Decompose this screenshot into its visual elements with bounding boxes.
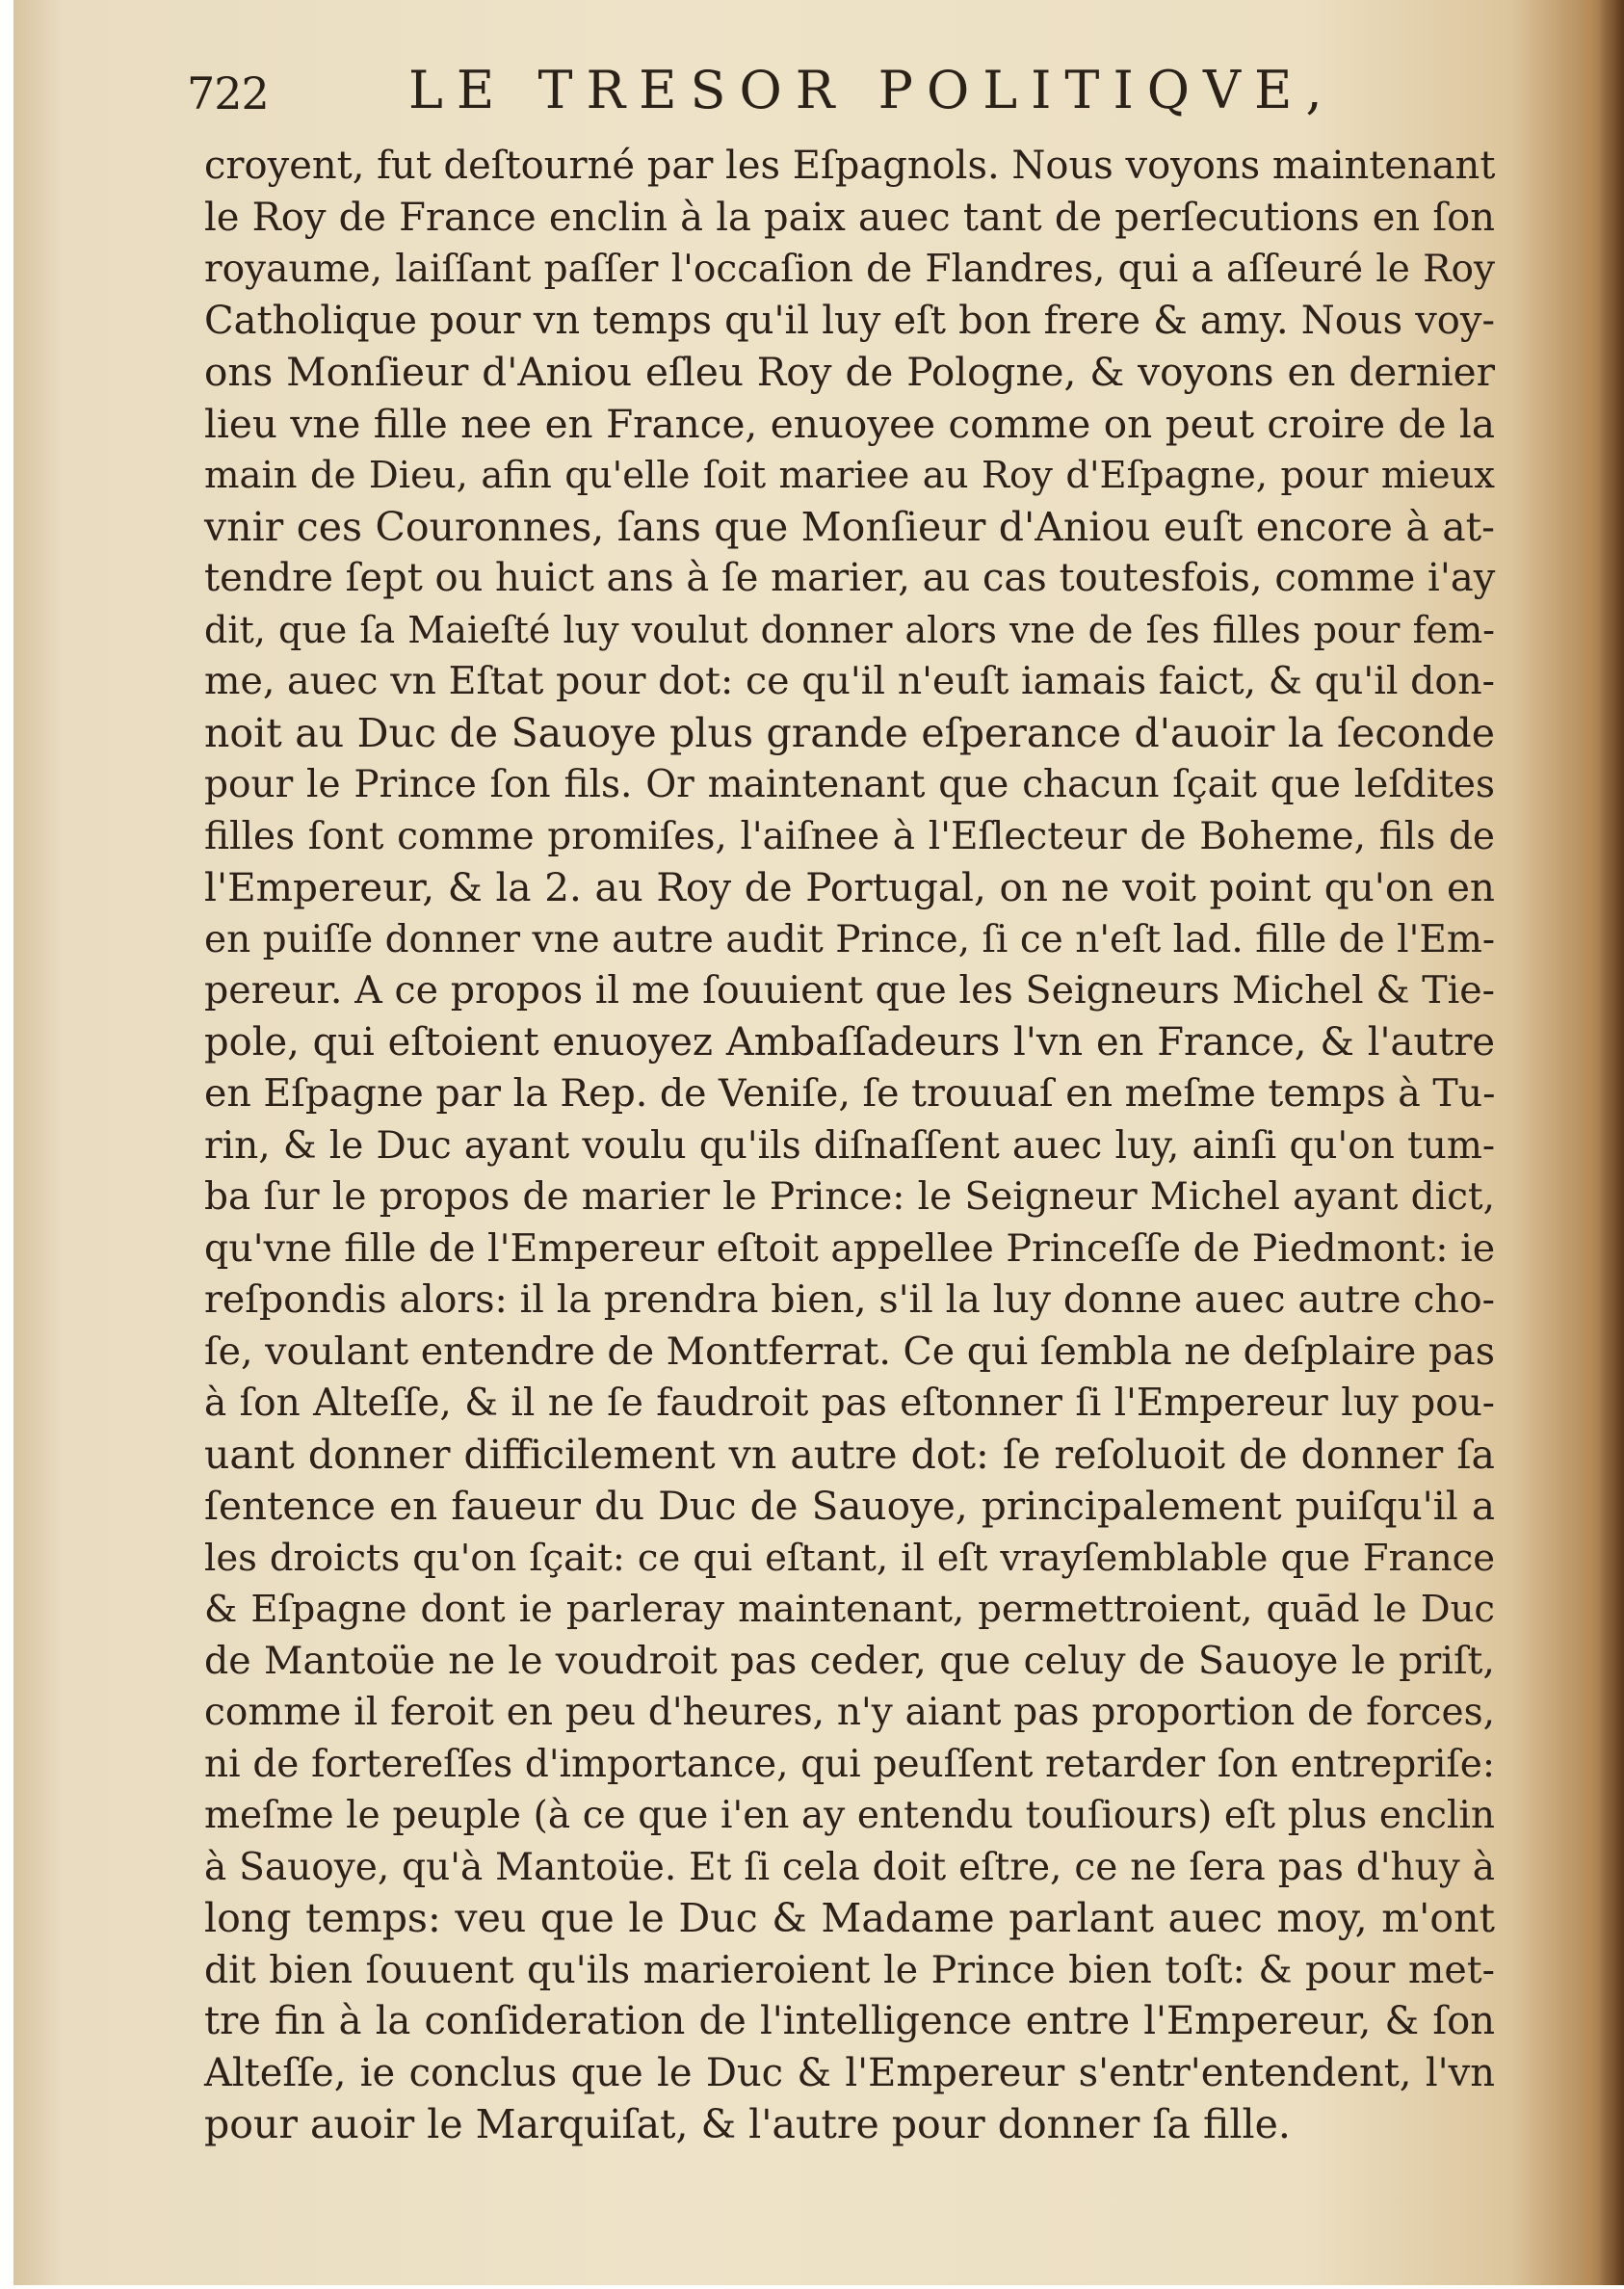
text-line: lieu vne fille nee en France, enuoyee comme on peut croire de la bbox=[204, 400, 1495, 447]
book-page bbox=[13, 0, 1624, 2285]
text-line: à ſon Alteſſe, & il ne ſe faudroit pas eſtonner ſi l'Empereur luy pou- bbox=[204, 1381, 1495, 1425]
text-line: ba ſur le propos de marier le Prince: le Seigneur Michel ayant dict, bbox=[204, 1175, 1495, 1219]
text-line: reſpondis alors: il la prendra bien, s'il la luy donne auec autre cho- bbox=[204, 1277, 1495, 1322]
text-line: comme il feroit en peu d'heures, n'y aiant pas proportion de forces, bbox=[204, 1691, 1495, 1734]
text-line: rin, & le Duc ayant voulu qu'ils diſnaſſent auec luy, ainſi qu'on tum- bbox=[204, 1123, 1495, 1168]
text-line: le Roy de France enclin à la paix auec tant de perſecutions en ſon bbox=[204, 195, 1495, 240]
text-line: qu'vne fille de l'Empereur eſtoit appellee Princeſſe de Piedmont: ie bbox=[204, 1225, 1496, 1271]
text-line: dit, que ſa Maieſté luy voulut donner alors vne de ſes filles pour fem- bbox=[204, 608, 1495, 651]
text-line: vnir ces Couronnes, ſans que Monſieur d'Aniou euſt encore à at- bbox=[204, 503, 1495, 550]
text-line: meſme le peuple (à ce que i'en ay entendu touſiours) eſt plus enclin bbox=[204, 1794, 1495, 1837]
text-line: royaume, laiſſant paſſer l'occaſion de Flandres, qui a aſſeuré le Roy bbox=[204, 248, 1495, 291]
page-number: 722 bbox=[187, 67, 269, 119]
text-line: pereur. A ce propos il me ſouuient que les Seigneurs Michel & Tie- bbox=[204, 968, 1495, 1013]
text-line: tre fin à la conſideration de l'intelligence entre l'Empereur, & ſon bbox=[204, 1999, 1495, 2043]
text-line: les droicts qu'on ſçait: ce qui eſtant, il eſt vrayſemblable que France bbox=[204, 1536, 1495, 1580]
text-line: pour le Prince ſon fils. Or maintenant que chacun ſçait que leſdites bbox=[204, 763, 1495, 806]
text-line: à Sauoye, qu'à Mantoüe. Et ſi cela doit eſtre, ce ne ſera pas d'huy à bbox=[204, 1845, 1495, 1889]
text-line: l'Empereur, & la 2. au Roy de Portugal, on ne voit point qu'on en bbox=[204, 864, 1495, 910]
text-line: main de Dieu, afin qu'elle ſoit mariee au Roy d'Eſpagne, pour mieux bbox=[204, 454, 1495, 497]
text-line: noit au Duc de Sauoye plus grande eſperance d'auoir la ſeconde bbox=[204, 709, 1495, 756]
running-title: LE TRESOR POLITIQVE, bbox=[408, 60, 1336, 120]
text-line: dit bien ſouuent qu'ils marieroient le Prince bien toſt: & pour met- bbox=[204, 1947, 1495, 1992]
page-gutter-shadow bbox=[1599, 0, 1624, 2285]
text-line: ſe, voulant entendre de Montferrat. Ce qui ſembla ne deſplaire pas bbox=[204, 1329, 1495, 1374]
text-line: ſentence en faueur du Duc de Sauoye, principalement puiſqu'il a bbox=[204, 1483, 1495, 1529]
text-line: long temps: veu que le Duc & Madame parlant auec moy, m'ont bbox=[204, 1895, 1495, 1941]
text-line: croyent, fut deſtourné par les Eſpagnols. Nous voyons maintenant bbox=[204, 144, 1496, 188]
page-header bbox=[187, 60, 1336, 127]
text-line: Alteſſe, ie conclus que le Duc & l'Empereur s'entr'entendent, l'vn bbox=[204, 2050, 1495, 2095]
text-line: de Mantoüe ne le voudroit pas ceder, que celuy de Sauoye le priſt, bbox=[204, 1638, 1495, 1683]
text-line: filles ſont comme promiſes, l'aiſnee à l'Eſlecteur de Boheme, fils de bbox=[204, 814, 1495, 858]
text-line: me, auec vn Eſtat pour dot: ce qu'il n'euſt iamais faict, & qu'il don- bbox=[204, 659, 1495, 703]
text-line-final: pour auoir le Marquiſat, & l'autre pour donner ſa fille. bbox=[204, 2101, 1291, 2147]
body-text bbox=[204, 141, 1495, 2151]
text-line: & Eſpagne dont ie parleray maintenant, permettroient, quād le Duc bbox=[204, 1588, 1495, 1631]
text-line: ons Monſieur d'Aniou eſleu Roy de Pologne, & voyons en dernier bbox=[204, 349, 1495, 395]
text-line: en puiſſe donner vne autre audit Prince, ſi ce n'eſt lad. fille de l'Em- bbox=[204, 917, 1495, 961]
text-line: pole, qui eſtoient enuoyez Ambaſſadeurs l'vn en France, & l'autre bbox=[204, 1019, 1495, 1065]
text-line: tendre ſept ou huict ans à ſe marier, au cas toutesfois, comme i'ay bbox=[204, 556, 1496, 600]
text-line: en Eſpagne par la Rep. de Veniſe, ſe trouuaſ en meſme temps à Tu- bbox=[204, 1071, 1496, 1116]
text-line: Catholique pour vn temps qu'il luy eſt bon frere & amy. Nous voy- bbox=[204, 298, 1495, 343]
text-line: uant donner difficilement vn autre dot: ſe reſoluoit de donner ſa bbox=[204, 1431, 1495, 1478]
text-line: ni de fortereſſes d'importance, qui peuſſent retarder ſon entrepriſe: bbox=[204, 1742, 1495, 1786]
